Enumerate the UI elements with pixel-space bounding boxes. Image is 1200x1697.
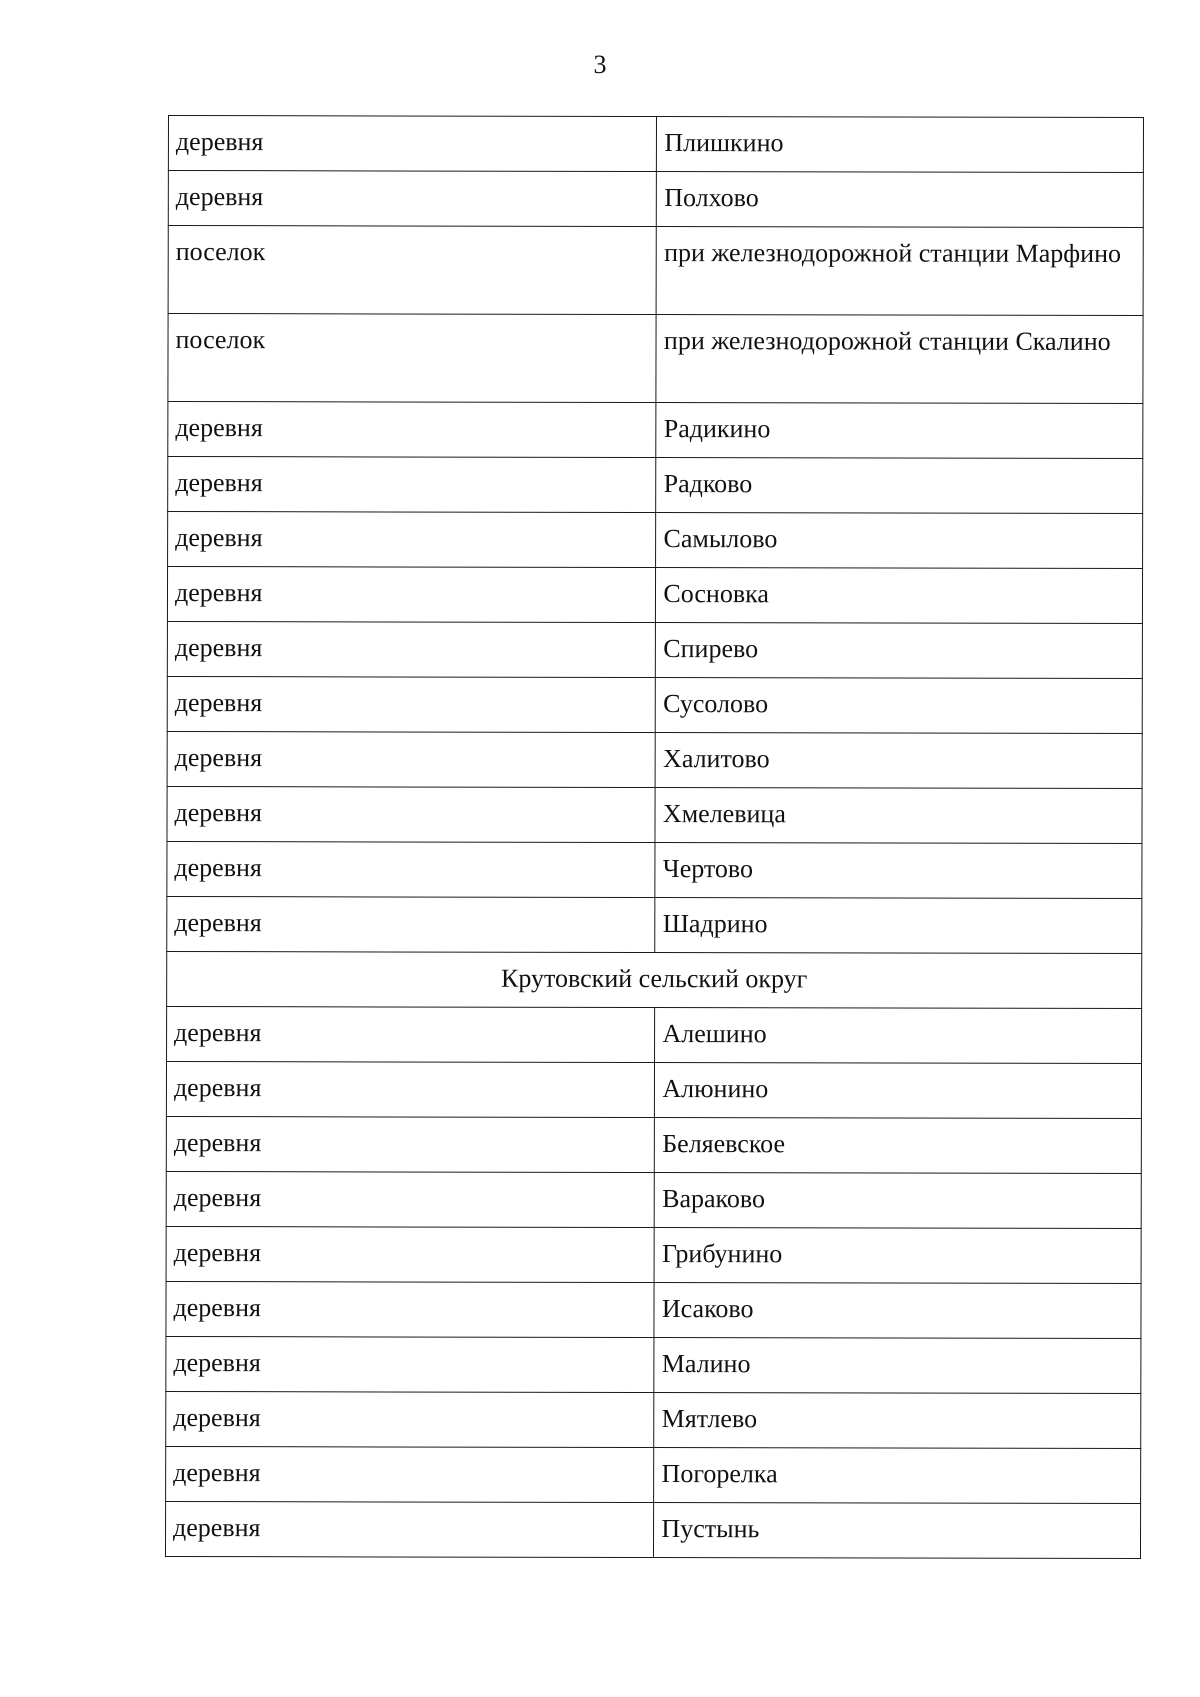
table-row	[167, 621, 1142, 678]
settlement-name-cell: Сусолово	[656, 678, 1143, 734]
settlement-type-cell: деревня	[167, 621, 656, 677]
settlement-name-cell: Самылово	[656, 513, 1143, 569]
settlement-name-cell: Алешино	[655, 1008, 1142, 1064]
settlement-name-cell: Грибунино	[654, 1228, 1141, 1284]
settlement-name-cell: Малино	[654, 1338, 1141, 1394]
settlement-name-cell: Шадрино	[655, 898, 1142, 954]
table-row	[167, 841, 1142, 898]
section-heading: Крутовский сельский округ	[167, 951, 1142, 1008]
table-row	[168, 171, 1143, 228]
settlement-name-cell: Чертово	[655, 843, 1142, 899]
settlement-name-cell: Пустынь	[654, 1503, 1141, 1559]
settlement-name-cell: Алюнино	[655, 1063, 1142, 1119]
settlement-type-cell: поселок	[168, 226, 657, 315]
section-heading-row	[167, 951, 1142, 1008]
table-row	[166, 1281, 1141, 1338]
settlement-type-cell: деревня	[167, 1006, 656, 1062]
settlement-name-cell: Халитово	[655, 733, 1142, 789]
settlement-name-cell: Беляевское	[655, 1118, 1142, 1174]
settlement-type-cell: деревня	[167, 567, 656, 623]
settlement-type-cell: деревня	[166, 1336, 655, 1392]
table-row	[168, 402, 1143, 459]
table-row	[168, 116, 1143, 173]
settlement-type-cell: деревня	[166, 1061, 655, 1117]
settlement-name-cell: Хмелевица	[655, 788, 1142, 844]
table-row	[168, 226, 1143, 316]
settlement-name-cell: Полхово	[657, 172, 1144, 228]
settlement-type-cell: деревня	[166, 1281, 655, 1337]
settlement-type-cell: деревня	[167, 896, 656, 952]
settlement-type-cell: деревня	[167, 786, 656, 842]
settlement-name-cell: Радково	[656, 458, 1143, 514]
table-row	[167, 567, 1142, 624]
settlement-name-cell: при железнодорожной станции Скалино	[656, 315, 1143, 404]
table-row	[166, 1391, 1141, 1448]
table-row	[167, 676, 1142, 733]
settlement-type-cell: деревня	[167, 731, 656, 787]
table-row	[167, 1006, 1142, 1063]
settlement-name-cell: Плишкино	[657, 117, 1144, 173]
settlement-name-cell: Погорелка	[654, 1448, 1141, 1504]
table-row	[166, 1226, 1141, 1283]
table-row	[167, 731, 1142, 788]
settlement-name-cell: Вараково	[655, 1173, 1142, 1229]
table-row	[167, 786, 1142, 843]
settlement-type-cell: деревня	[167, 841, 656, 897]
settlement-type-cell: деревня	[168, 116, 657, 172]
settlement-name-cell: Радикино	[656, 403, 1143, 459]
settlement-name-cell: Сосновка	[656, 568, 1143, 624]
settlement-type-cell: деревня	[166, 1391, 655, 1447]
settlement-type-cell: деревня	[166, 1446, 655, 1502]
settlement-name-cell: при железнодорожной станции Марфино	[656, 227, 1143, 316]
settlement-type-cell: деревня	[166, 1116, 655, 1172]
settlement-type-cell: деревня	[165, 1501, 654, 1557]
table-row	[166, 1171, 1141, 1228]
settlement-type-cell: деревня	[166, 1171, 655, 1227]
table-row	[168, 457, 1143, 514]
table-row	[167, 896, 1142, 953]
table-row	[166, 1446, 1141, 1503]
table-row	[168, 512, 1143, 569]
table-row	[166, 1336, 1141, 1393]
settlement-type-cell: деревня	[167, 676, 656, 732]
settlement-name-cell: Спирево	[656, 623, 1143, 679]
settlement-name-cell: Мятлево	[654, 1393, 1141, 1449]
settlement-name-cell: Исаково	[654, 1283, 1141, 1339]
settlement-type-cell: поселок	[168, 314, 657, 403]
settlement-type-cell: деревня	[168, 457, 657, 513]
table-row	[165, 1501, 1140, 1558]
settlement-type-cell: деревня	[168, 512, 657, 568]
table-row	[166, 1116, 1141, 1173]
settlement-type-cell: деревня	[168, 171, 657, 227]
settlements-table	[165, 115, 1144, 1559]
page-number: 3	[593, 50, 607, 79]
table-row	[168, 314, 1143, 404]
settlement-type-cell: деревня	[166, 1226, 655, 1282]
settlement-type-cell: деревня	[168, 402, 657, 458]
table-row	[166, 1061, 1141, 1118]
